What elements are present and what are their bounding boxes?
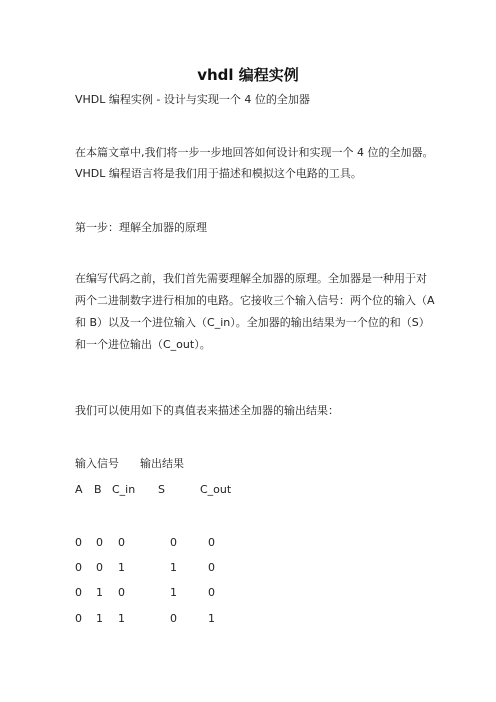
table-cell: 0 (75, 536, 82, 549)
table-cell: 1 (170, 561, 177, 574)
table-cell: 0 (96, 561, 103, 574)
group-label-inputs: 输入信号 (75, 457, 119, 470)
table-header-c-in: C_in (112, 483, 136, 496)
table-cell: 0 (208, 536, 215, 549)
table-cell: 0 (118, 586, 125, 599)
table-cell: 0 (170, 536, 177, 549)
group-label-outputs: 输出结果 (140, 457, 184, 470)
table-cell: 1 (96, 612, 103, 625)
page-title: vhdl 编程实例 (197, 66, 299, 84)
table-cell: 0 (96, 536, 103, 549)
table-cell: 0 (170, 612, 177, 625)
step1-heading: 第一步：理解全加器的原理 (75, 221, 207, 234)
table-cell: 0 (75, 561, 82, 574)
table-header-c-out: C_out (200, 483, 232, 496)
step1-line-4: 和一个进位输出（C_out）。 (75, 338, 211, 351)
table-cell: 1 (118, 612, 125, 625)
table-cell: 0 (208, 586, 215, 599)
table-cell: 1 (118, 561, 125, 574)
table-header-a: A (75, 483, 83, 496)
table-cell: 0 (75, 612, 82, 625)
step1-line-3: 和 B）以及一个进位输入（C_in）。全加器的输出结果为一个位的和（S） (75, 316, 430, 329)
step1-line-1: 在编写代码之前，我们首先需要理解全加器的原理。全加器是一种用于对 (75, 272, 427, 285)
table-cell: 1 (170, 586, 177, 599)
intro-line-1: 在本篇文章中,我们将一步一步地回答如何设计和实现一个 4 位的全加器。 (75, 146, 434, 159)
table-cell: 1 (96, 586, 103, 599)
table-cell: 0 (208, 561, 215, 574)
table-cell: 0 (118, 536, 125, 549)
table-header-s: S (158, 483, 165, 496)
step1-line-2: 两个二进制数字进行相加的电路。它接收三个输入信号：两个位的输入（A (75, 294, 435, 307)
truth-table-intro: 我们可以使用如下的真值表来描述全加器的输出结果： (75, 404, 339, 417)
table-cell: 0 (75, 586, 82, 599)
intro-line-2: VHDL 编程语言将是我们用于描述和模拟这个电路的工具。 (75, 167, 362, 180)
document-subtitle: VHDL 编程实例 - 设计与实现一个 4 位的全加器 (75, 93, 310, 106)
table-header-b: B (94, 483, 102, 496)
table-cell: 1 (208, 612, 215, 625)
